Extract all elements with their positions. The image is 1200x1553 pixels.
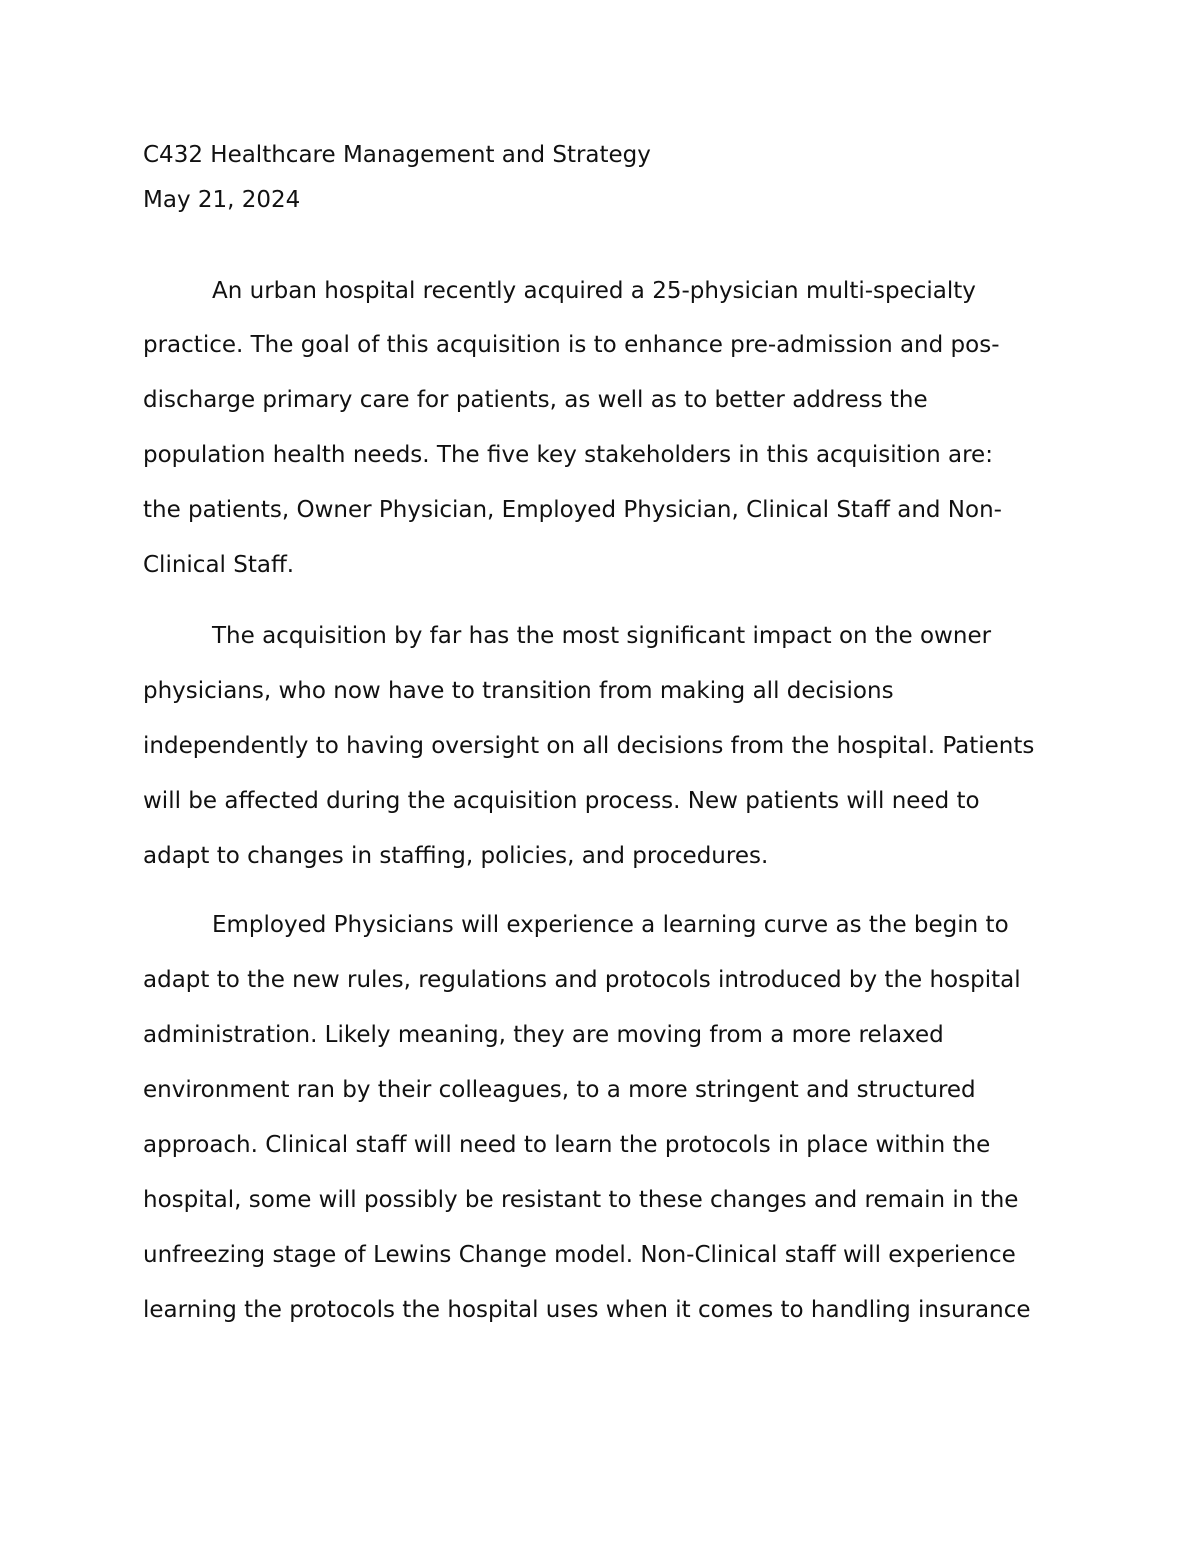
paragraph-line: the patients, Owner Physician, Employed Physician, Clinical Staff and Non- xyxy=(143,497,1002,523)
paragraph-line: will be affected during the acquisition process. New patients will need to xyxy=(143,788,980,814)
paragraph-line: population health needs. The five key stakeholders in this acquisition are: xyxy=(143,442,993,468)
paragraph-line: Clinical Staff. xyxy=(143,552,295,578)
paragraph-line: An urban hospital recently acquired a 25-physician multi-specialty xyxy=(212,278,976,304)
paragraph-line: independently to having oversight on all decisions from the hospital. Patients xyxy=(143,733,1035,759)
paragraph-line: practice. The goal of this acquisition is to enhance pre-admission and pos- xyxy=(143,332,1000,358)
paragraph-line: administration. Likely meaning, they are moving from a more relaxed xyxy=(143,1022,944,1048)
paragraph-line: physicians, who now have to transition from making all decisions xyxy=(143,678,894,704)
paragraph-line: The acquisition by far has the most significant impact on the owner xyxy=(212,623,992,649)
paragraph-line: discharge primary care for patients, as well as to better address the xyxy=(143,387,928,413)
paragraph-line: unfreezing stage of Lewins Change model. Non-Clinical staff will experience xyxy=(143,1242,1016,1268)
document-date: May 21, 2024 xyxy=(143,187,301,213)
paragraph-line: environment ran by their colleagues, to a more stringent and structured xyxy=(143,1077,976,1103)
paragraph-line: Employed Physicians will experience a learning curve as the begin to xyxy=(212,912,1009,938)
paragraph-line: hospital, some will possibly be resistant to these changes and remain in the xyxy=(143,1187,1019,1213)
course-title: C432 Healthcare Management and Strategy xyxy=(143,142,651,168)
paragraph-line: approach. Clinical staff will need to learn the protocols in place within the xyxy=(143,1132,991,1158)
paragraph-line: adapt to the new rules, regulations and protocols introduced by the hospital xyxy=(143,967,1021,993)
paragraph-line: adapt to changes in staffing, policies, and procedures. xyxy=(143,843,769,869)
paragraph-line: learning the protocols the hospital uses when it comes to handling insurance xyxy=(143,1297,1031,1323)
